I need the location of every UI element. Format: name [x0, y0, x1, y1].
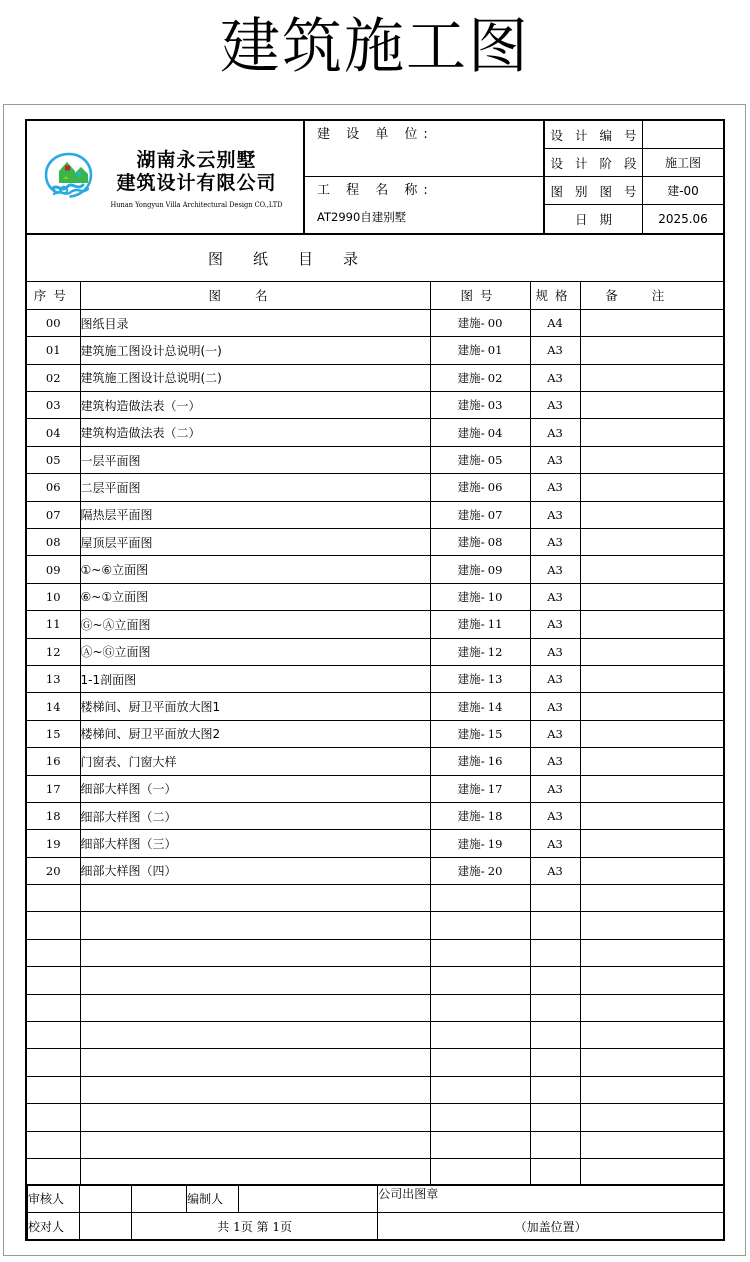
cell-drawing-number [430, 885, 530, 912]
cell-drawing-name: 一层平面图 [80, 446, 430, 473]
cell-no: 00 [27, 309, 80, 336]
cell-no: 02 [27, 364, 80, 391]
cell-spec: A3 [530, 693, 580, 720]
drawing-number-prefix: 建施- [457, 699, 485, 714]
cell-remark[interactable] [580, 665, 723, 692]
cell-drawing-number [430, 611, 530, 638]
table-row [27, 446, 723, 473]
cell-drawing-name [80, 1131, 430, 1158]
cell-no: 03 [27, 392, 80, 419]
cell-drawing-name: 建筑施工图设计总说明(一) [80, 337, 430, 364]
cell-drawing-number [430, 665, 530, 692]
table-row [27, 556, 723, 583]
cell-drawing-number [430, 419, 530, 446]
cell-no: 01 [27, 337, 80, 364]
cell-spec [530, 1022, 580, 1049]
cell-remark[interactable] [580, 446, 723, 473]
table-row [27, 474, 723, 501]
drawing-number-suffix: 09 [487, 562, 503, 577]
cell-drawing-number [430, 556, 530, 583]
table-row [27, 720, 723, 747]
cell-no [27, 967, 80, 994]
cell-spec [530, 1159, 580, 1186]
table-row [27, 529, 723, 556]
sheet-footer [27, 1184, 723, 1239]
page-title: 建筑施工图 [220, 12, 530, 82]
cell-no: 18 [27, 802, 80, 829]
cell-drawing-name [80, 994, 430, 1021]
cell-no [27, 1104, 80, 1131]
cell-no: 16 [27, 748, 80, 775]
table-row [27, 802, 723, 829]
cell-remark[interactable] [580, 939, 723, 966]
table-row [27, 1104, 723, 1131]
cell-remark[interactable] [580, 802, 723, 829]
cell-spec: A3 [530, 665, 580, 692]
cell-remark[interactable] [580, 556, 723, 583]
cell-spec [530, 939, 580, 966]
cell-drawing-number [430, 720, 530, 747]
cell-remark[interactable] [580, 501, 723, 528]
drawing-index-table [27, 282, 723, 1186]
drawing-number-prefix: 建施- [457, 644, 485, 659]
drawing-number-prefix: 建施- [457, 809, 485, 824]
cell-drawing-name [80, 1159, 430, 1186]
cell-no [27, 939, 80, 966]
cell-spec: A3 [530, 364, 580, 391]
cell-spec: A3 [530, 583, 580, 610]
drawing-number-suffix: 17 [487, 781, 503, 796]
cell-drawing-number [430, 693, 530, 720]
cell-no: 07 [27, 501, 80, 528]
cell-drawing-number [430, 830, 530, 857]
cell-spec: A3 [530, 529, 580, 556]
cell-drawing-name: 楼梯间、厨卫平面放大图1 [80, 693, 430, 720]
drawing-number-suffix: 08 [487, 535, 503, 550]
cell-drawing-name: ⑥~①立面图 [80, 583, 430, 610]
cell-drawing-number [430, 446, 530, 473]
design-stage-label: 设 计 阶 段 [545, 149, 643, 176]
cell-drawing-number [430, 583, 530, 610]
drawing-number-prefix: 建施- [457, 562, 485, 577]
cell-no: 13 [27, 665, 80, 692]
index-caption [27, 235, 723, 282]
drawing-number-prefix: 建施- [457, 535, 485, 550]
drawing-number-value[interactable]: 建-00 [667, 184, 699, 198]
drawing-number-suffix: 04 [487, 425, 503, 440]
cell-drawing-number [430, 364, 530, 391]
company-logo-cell [27, 121, 305, 233]
cell-no: 10 [27, 583, 80, 610]
drawing-number-suffix: 03 [487, 398, 503, 413]
cell-drawing-name [80, 939, 430, 966]
cell-drawing-name [80, 1076, 430, 1103]
cell-no: 15 [27, 720, 80, 747]
drawing-number-suffix: 02 [487, 370, 503, 385]
cell-drawing-number [430, 337, 530, 364]
table-row [27, 1131, 723, 1158]
cell-drawing-name: Ⓐ~Ⓖ立面图 [80, 638, 430, 665]
cell-remark[interactable] [580, 1104, 723, 1131]
client-field [305, 121, 543, 177]
cell-spec: A3 [530, 720, 580, 747]
table-row [27, 775, 723, 802]
cell-drawing-number [430, 1131, 530, 1158]
cell-drawing-name: ①~⑥立面图 [80, 556, 430, 583]
cell-drawing-name [80, 1104, 430, 1131]
cell-no [27, 885, 80, 912]
drawing-number-prefix: 建施- [457, 343, 485, 358]
cell-remark[interactable] [580, 583, 723, 610]
cell-drawing-name [80, 885, 430, 912]
cell-drawing-number [430, 529, 530, 556]
company-name-block [103, 145, 290, 209]
title-block [27, 121, 723, 235]
drawing-sheet [25, 119, 725, 1241]
table-row [27, 611, 723, 638]
drawing-number-suffix: 15 [487, 726, 503, 741]
table-row [27, 392, 723, 419]
cell-drawing-name: 建筑构造做法表（二） [80, 419, 430, 446]
cell-remark[interactable] [580, 611, 723, 638]
cell-drawing-number [430, 967, 530, 994]
preparer-label: 编制人 [187, 1185, 239, 1213]
cell-drawing-name: 细部大样图（二） [80, 802, 430, 829]
cell-drawing-name: 楼梯间、厨卫平面放大图2 [80, 720, 430, 747]
table-row [27, 419, 723, 446]
cell-drawing-name: 图纸目录 [80, 309, 430, 336]
cell-spec: A3 [530, 748, 580, 775]
cell-spec: A3 [530, 638, 580, 665]
cell-remark[interactable] [580, 857, 723, 884]
cell-drawing-number [430, 994, 530, 1021]
drawing-number-suffix: 11 [487, 617, 503, 632]
cell-no: 12 [27, 638, 80, 665]
drawing-number-prefix: 建施- [457, 617, 485, 632]
cell-drawing-name: 门窗表、门窗大样 [80, 748, 430, 775]
cell-drawing-number [430, 1159, 530, 1186]
footer-row-reviewer [28, 1185, 724, 1213]
cell-remark[interactable] [580, 337, 723, 364]
table-row [27, 939, 723, 966]
drawing-number-prefix: 建施- [457, 370, 485, 385]
cell-no: 19 [27, 830, 80, 857]
cell-remark[interactable] [580, 364, 723, 391]
table-row [27, 748, 723, 775]
cell-remark[interactable] [580, 1049, 723, 1076]
design-number-value[interactable] [643, 121, 723, 148]
cell-spec [530, 1104, 580, 1131]
company-stamp-label: 公司出图章 [378, 1185, 723, 1213]
project-fields [305, 121, 545, 233]
table-row [27, 912, 723, 939]
cell-drawing-name [80, 1022, 430, 1049]
table-row [27, 830, 723, 857]
cell-drawing-number [430, 638, 530, 665]
table-row [27, 337, 723, 364]
col-header-no: 序号 [27, 282, 80, 309]
cell-drawing-name: 隔热层平面图 [80, 501, 430, 528]
cell-remark[interactable] [580, 419, 723, 446]
cell-remark[interactable] [580, 912, 723, 939]
company-name-line2: 建筑设计有限公司 [116, 172, 277, 194]
table-row [27, 583, 723, 610]
drawing-number-prefix: 建施- [457, 453, 485, 468]
table-row [27, 1022, 723, 1049]
cell-drawing-number [430, 802, 530, 829]
footer-row-proofreader [28, 1213, 724, 1241]
drawing-number-suffix: 19 [487, 836, 503, 851]
cell-drawing-number [430, 775, 530, 802]
cell-no [27, 912, 80, 939]
cell-no: 06 [27, 474, 80, 501]
design-stage-value[interactable]: 施工图 [664, 156, 701, 170]
drawing-number-suffix: 12 [487, 644, 503, 659]
cell-spec [530, 1131, 580, 1158]
cell-remark[interactable] [580, 529, 723, 556]
drawing-number-suffix: 06 [487, 480, 503, 495]
drawing-number-suffix: 07 [487, 507, 503, 522]
cell-spec: A4 [530, 309, 580, 336]
cell-no [27, 1076, 80, 1103]
cell-no: 20 [27, 857, 80, 884]
table-row [27, 1159, 723, 1186]
cell-spec: A3 [530, 474, 580, 501]
cell-spec: A3 [530, 446, 580, 473]
cell-remark[interactable] [580, 994, 723, 1021]
cell-drawing-name: 细部大样图（一） [80, 775, 430, 802]
drawing-number-suffix: 10 [487, 589, 503, 604]
col-header-remark: 备注 [580, 282, 723, 309]
drawing-number-suffix: 14 [487, 699, 503, 714]
date-row [545, 205, 723, 233]
cell-spec: A3 [530, 337, 580, 364]
design-stage-row [545, 149, 723, 177]
project-name-value[interactable]: AT2990自建别墅 [317, 210, 407, 224]
table-header-row [27, 282, 723, 309]
reviewer-value[interactable] [80, 1185, 132, 1213]
drawing-number-prefix: 建施- [457, 836, 485, 851]
table-row [27, 994, 723, 1021]
cell-drawing-name: Ⓖ~Ⓐ立面图 [80, 611, 430, 638]
date-label: 日 期 [545, 205, 643, 233]
cell-drawing-name: 细部大样图（三） [80, 830, 430, 857]
drawing-number-suffix: 18 [487, 809, 503, 824]
cell-drawing-number [430, 1104, 530, 1131]
design-number-label: 设 计 编 号 [545, 121, 643, 148]
cell-remark[interactable] [580, 885, 723, 912]
table-row [27, 857, 723, 884]
cell-drawing-name: 建筑施工图设计总说明(二) [80, 364, 430, 391]
reviewer-extra[interactable] [132, 1185, 187, 1213]
drawing-number-suffix: 00 [487, 316, 503, 331]
cell-drawing-name [80, 912, 430, 939]
cell-drawing-name [80, 1049, 430, 1076]
table-row [27, 364, 723, 391]
cell-drawing-number [430, 474, 530, 501]
cell-drawing-name: 细部大样图（四） [80, 857, 430, 884]
cell-drawing-number [430, 857, 530, 884]
cell-no: 05 [27, 446, 80, 473]
drawing-number-prefix: 建施- [457, 425, 485, 440]
cell-remark[interactable] [580, 1022, 723, 1049]
col-header-name: 图名 [80, 282, 430, 309]
cell-remark[interactable] [580, 693, 723, 720]
cell-spec [530, 1076, 580, 1103]
col-header-spec: 规格 [530, 282, 580, 309]
cell-remark[interactable] [580, 967, 723, 994]
company-name-english: Hunan Yongyun Villa Architectural Design CO.,LTD [110, 200, 283, 209]
cell-spec: A3 [530, 392, 580, 419]
table-row [27, 967, 723, 994]
cell-no: 14 [27, 693, 80, 720]
cell-remark[interactable] [580, 720, 723, 747]
cell-spec: A3 [530, 611, 580, 638]
index-caption-text: 图纸目录 [207, 249, 388, 268]
cell-spec [530, 967, 580, 994]
cell-spec: A3 [530, 501, 580, 528]
drawing-number-prefix: 建施- [457, 863, 485, 878]
drawing-number-prefix: 建施- [457, 781, 485, 796]
cell-no: 04 [27, 419, 80, 446]
cell-spec [530, 1049, 580, 1076]
drawing-number-row [545, 177, 723, 205]
cell-drawing-name: 建筑构造做法表（一） [80, 392, 430, 419]
cell-remark[interactable] [580, 1131, 723, 1158]
drawing-number-suffix: 13 [487, 672, 503, 687]
cell-remark[interactable] [580, 309, 723, 336]
drawing-number-suffix: 16 [487, 754, 503, 769]
cell-drawing-number [430, 309, 530, 336]
table-row [27, 638, 723, 665]
proofreader-label: 校对人 [28, 1213, 80, 1241]
client-label: 建 设 单 位: [317, 127, 434, 142]
preparer-value[interactable] [239, 1185, 378, 1213]
drawing-number-prefix: 建施- [457, 726, 485, 741]
cell-no [27, 1159, 80, 1186]
proofreader-value[interactable] [80, 1213, 132, 1241]
cell-spec [530, 912, 580, 939]
design-number-row [545, 121, 723, 149]
cell-drawing-name [80, 967, 430, 994]
table-row [27, 1076, 723, 1103]
reviewer-label: 审核人 [28, 1185, 80, 1213]
drawing-number-prefix: 建施- [457, 672, 485, 687]
cell-remark[interactable] [580, 830, 723, 857]
company-logo-house-wave-icon [41, 149, 97, 205]
drawing-number-prefix: 建施- [457, 754, 485, 769]
table-row [27, 501, 723, 528]
table-row [27, 665, 723, 692]
cell-remark[interactable] [580, 1159, 723, 1186]
table-row [27, 693, 723, 720]
cell-no: 17 [27, 775, 80, 802]
cell-drawing-number [430, 1022, 530, 1049]
cell-no [27, 1022, 80, 1049]
drawing-number-prefix: 建施- [457, 589, 485, 604]
table-row [27, 309, 723, 336]
cell-drawing-name: 屋顶层平面图 [80, 529, 430, 556]
cell-drawing-number [430, 501, 530, 528]
table-row [27, 1049, 723, 1076]
drawing-number-suffix: 20 [487, 863, 503, 878]
drawing-number-suffix: 05 [487, 453, 503, 468]
col-header-num: 图号 [430, 282, 530, 309]
cell-drawing-number [430, 1076, 530, 1103]
cell-no: 09 [27, 556, 80, 583]
drawing-number-suffix: 01 [487, 343, 503, 358]
cell-no [27, 994, 80, 1021]
cell-spec: A3 [530, 556, 580, 583]
cell-drawing-number [430, 748, 530, 775]
drawing-number-prefix: 建施- [457, 480, 485, 495]
cell-drawing-number [430, 912, 530, 939]
project-name-field [305, 177, 543, 233]
page-info: 共 1页 第 1页 [132, 1213, 378, 1241]
drawing-number-prefix: 建施- [457, 398, 485, 413]
stamp-position-hint: （加盖位置） [378, 1213, 723, 1241]
table-row [27, 885, 723, 912]
drawing-number-label: 图 别 图 号 [545, 177, 643, 204]
design-meta-block [545, 121, 723, 233]
cell-remark[interactable] [580, 1076, 723, 1103]
cell-spec: A3 [530, 830, 580, 857]
cell-spec: A3 [530, 775, 580, 802]
cell-remark[interactable] [580, 775, 723, 802]
cell-spec: A3 [530, 419, 580, 446]
cell-no [27, 1131, 80, 1158]
cell-remark[interactable] [580, 638, 723, 665]
cell-remark[interactable] [580, 392, 723, 419]
cell-spec: A3 [530, 802, 580, 829]
drawing-number-prefix: 建施- [457, 507, 485, 522]
cell-spec: A3 [530, 857, 580, 884]
date-value[interactable]: 2025.06 [658, 212, 708, 226]
cell-remark[interactable] [580, 474, 723, 501]
cell-no: 11 [27, 611, 80, 638]
cell-spec [530, 994, 580, 1021]
cell-drawing-name: 1-1剖面图 [80, 665, 430, 692]
cell-drawing-number [430, 392, 530, 419]
cell-drawing-name: 二层平面图 [80, 474, 430, 501]
cell-remark[interactable] [580, 748, 723, 775]
company-name-line1: 湖南永云别墅 [136, 149, 257, 171]
cell-spec [530, 885, 580, 912]
cell-no [27, 1049, 80, 1076]
cell-drawing-number [430, 1049, 530, 1076]
project-name-label: 工 程 名 称: [317, 183, 434, 198]
cell-drawing-number [430, 939, 530, 966]
drawing-number-prefix: 建施- [457, 316, 485, 331]
cell-no: 08 [27, 529, 80, 556]
